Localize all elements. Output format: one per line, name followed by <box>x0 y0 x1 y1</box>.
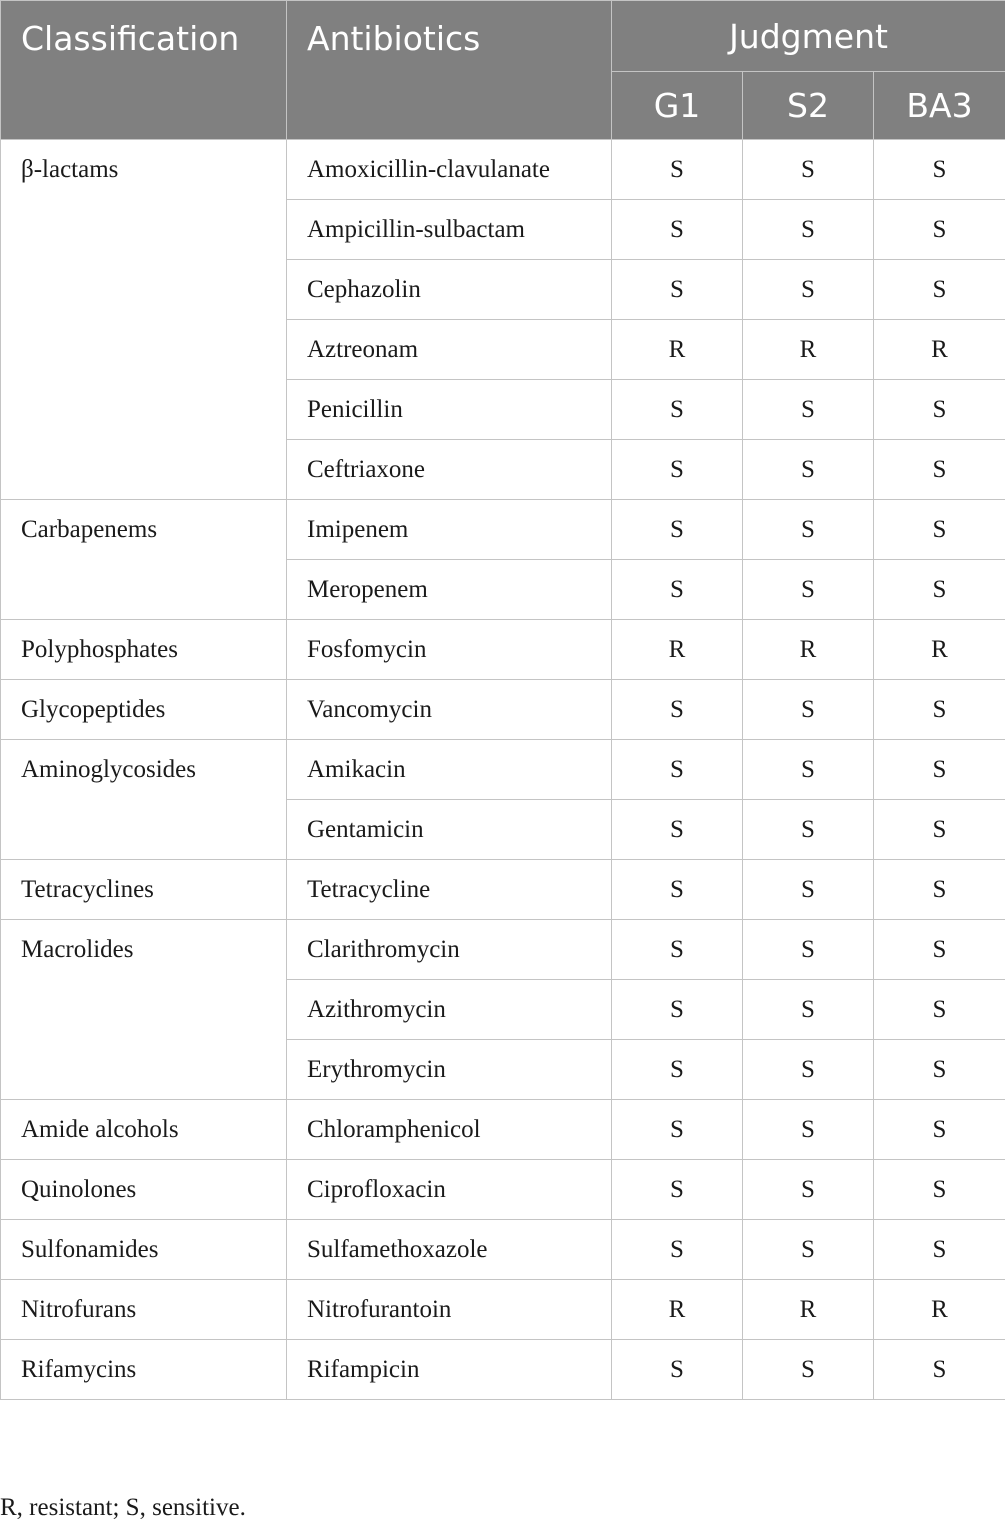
judgment-cell: S <box>874 1340 1005 1400</box>
table-row <box>1 620 1005 680</box>
classification-cell: Nitrofurans <box>1 1280 287 1340</box>
judgment-cell: S <box>743 1340 874 1400</box>
judgment-cell: R <box>612 1280 743 1340</box>
judgment-cell: S <box>743 740 874 800</box>
judgment-cell: S <box>612 500 743 560</box>
table-body <box>1 140 1005 1400</box>
classification-cell: β-lactams <box>1 140 287 500</box>
judgment-cell: S <box>743 1040 874 1100</box>
antibiotic-name-cell: Fosfomycin <box>287 620 612 680</box>
header-strain-ba3: BA3 <box>874 72 1005 140</box>
table-header <box>1 1 1005 140</box>
antibiotic-name-cell: Gentamicin <box>287 800 612 860</box>
header-antibiotics: Antibiotics <box>287 1 612 140</box>
antibiotic-name-cell: Ciprofloxacin <box>287 1160 612 1220</box>
judgment-cell: S <box>874 860 1005 920</box>
classification-cell: Polyphosphates <box>1 620 287 680</box>
table-row <box>1 1220 1005 1280</box>
table-row <box>1 1280 1005 1340</box>
table-row <box>1 500 1005 560</box>
judgment-cell: S <box>612 860 743 920</box>
judgment-cell: S <box>874 980 1005 1040</box>
judgment-cell: S <box>612 1340 743 1400</box>
classification-cell: Sulfonamides <box>1 1220 287 1280</box>
header-judgment: Judgment <box>612 1 1005 72</box>
table-row <box>1 680 1005 740</box>
judgment-cell: S <box>874 140 1005 200</box>
antibiotic-name-cell: Sulfamethoxazole <box>287 1220 612 1280</box>
judgment-cell: S <box>612 440 743 500</box>
judgment-cell: R <box>874 320 1005 380</box>
table-row <box>1 140 1005 200</box>
antibiotic-name-cell: Nitrofurantoin <box>287 1280 612 1340</box>
judgment-cell: S <box>874 1220 1005 1280</box>
judgment-cell: S <box>612 980 743 1040</box>
classification-cell: Aminoglycosides <box>1 740 287 860</box>
table-row <box>1 740 1005 800</box>
header-strain-s2: S2 <box>743 72 874 140</box>
judgment-cell: S <box>612 920 743 980</box>
table-row <box>1 860 1005 920</box>
judgment-cell: S <box>612 200 743 260</box>
table-row <box>1 1160 1005 1220</box>
judgment-cell: R <box>874 1280 1005 1340</box>
antibiotic-name-cell: Amikacin <box>287 740 612 800</box>
antibiotic-name-cell: Ampicillin-sulbactam <box>287 200 612 260</box>
judgment-cell: S <box>874 260 1005 320</box>
judgment-cell: S <box>612 560 743 620</box>
judgment-cell: S <box>874 500 1005 560</box>
judgment-cell: S <box>874 800 1005 860</box>
judgment-cell: R <box>743 620 874 680</box>
judgment-cell: S <box>874 380 1005 440</box>
judgment-cell: S <box>743 1100 874 1160</box>
judgment-cell: S <box>743 500 874 560</box>
table-row <box>1 1340 1005 1400</box>
antibiotic-name-cell: Amoxicillin-clavulanate <box>287 140 612 200</box>
antibiotic-name-cell: Aztreonam <box>287 320 612 380</box>
classification-cell: Tetracyclines <box>1 860 287 920</box>
judgment-cell: S <box>743 860 874 920</box>
judgment-cell: S <box>874 560 1005 620</box>
judgment-cell: S <box>874 440 1005 500</box>
judgment-cell: S <box>743 440 874 500</box>
judgment-cell: S <box>743 800 874 860</box>
judgment-cell: S <box>612 1100 743 1160</box>
classification-cell: Quinolones <box>1 1160 287 1220</box>
antibiotic-name-cell: Cephazolin <box>287 260 612 320</box>
judgment-cell: S <box>874 740 1005 800</box>
judgment-cell: S <box>874 200 1005 260</box>
judgment-cell: S <box>743 560 874 620</box>
judgment-cell: S <box>743 200 874 260</box>
judgment-cell: S <box>874 1160 1005 1220</box>
antibiotic-name-cell: Azithromycin <box>287 980 612 1040</box>
table-row <box>1 1100 1005 1160</box>
antibiotic-name-cell: Imipenem <box>287 500 612 560</box>
judgment-cell: S <box>612 260 743 320</box>
judgment-cell: R <box>743 1280 874 1340</box>
judgment-cell: S <box>743 380 874 440</box>
judgment-cell: S <box>743 1160 874 1220</box>
judgment-cell: S <box>743 140 874 200</box>
judgment-cell: S <box>612 800 743 860</box>
judgment-cell: S <box>743 920 874 980</box>
antibiotic-name-cell: Rifampicin <box>287 1340 612 1400</box>
judgment-cell: S <box>874 680 1005 740</box>
judgment-cell: S <box>612 680 743 740</box>
judgment-cell: S <box>612 1040 743 1100</box>
antibiotic-name-cell: Vancomycin <box>287 680 612 740</box>
judgment-cell: R <box>612 620 743 680</box>
classification-cell: Macrolides <box>1 920 287 1100</box>
antibiotic-name-cell: Chloramphenicol <box>287 1100 612 1160</box>
antibiotic-name-cell: Ceftriaxone <box>287 440 612 500</box>
judgment-cell: S <box>874 920 1005 980</box>
judgment-cell: S <box>612 740 743 800</box>
judgment-cell: S <box>612 380 743 440</box>
table-row <box>1 920 1005 980</box>
antibiotic-name-cell: Erythromycin <box>287 1040 612 1100</box>
judgment-cell: S <box>743 1220 874 1280</box>
judgment-cell: S <box>743 680 874 740</box>
judgment-cell: S <box>874 1040 1005 1100</box>
judgment-cell: S <box>874 1100 1005 1160</box>
classification-cell: Amide alcohols <box>1 1100 287 1160</box>
table-footnote: R, resistant; S, sensitive. <box>0 1494 246 1521</box>
antibiotic-name-cell: Tetracycline <box>287 860 612 920</box>
judgment-cell: S <box>743 260 874 320</box>
judgment-cell: S <box>612 1160 743 1220</box>
judgment-cell: R <box>743 320 874 380</box>
antibiotic-name-cell: Penicillin <box>287 380 612 440</box>
judgment-cell: S <box>612 140 743 200</box>
classification-cell: Glycopeptides <box>1 680 287 740</box>
classification-cell: Carbapenems <box>1 500 287 620</box>
judgment-cell: R <box>612 320 743 380</box>
header-strain-g1: G1 <box>612 72 743 140</box>
judgment-cell: R <box>874 620 1005 680</box>
classification-cell: Rifamycins <box>1 1340 287 1400</box>
antibiotic-name-cell: Clarithromycin <box>287 920 612 980</box>
antibiotic-name-cell: Meropenem <box>287 560 612 620</box>
judgment-cell: S <box>743 980 874 1040</box>
judgment-cell: S <box>612 1220 743 1280</box>
header-classification: Classification <box>1 1 287 140</box>
